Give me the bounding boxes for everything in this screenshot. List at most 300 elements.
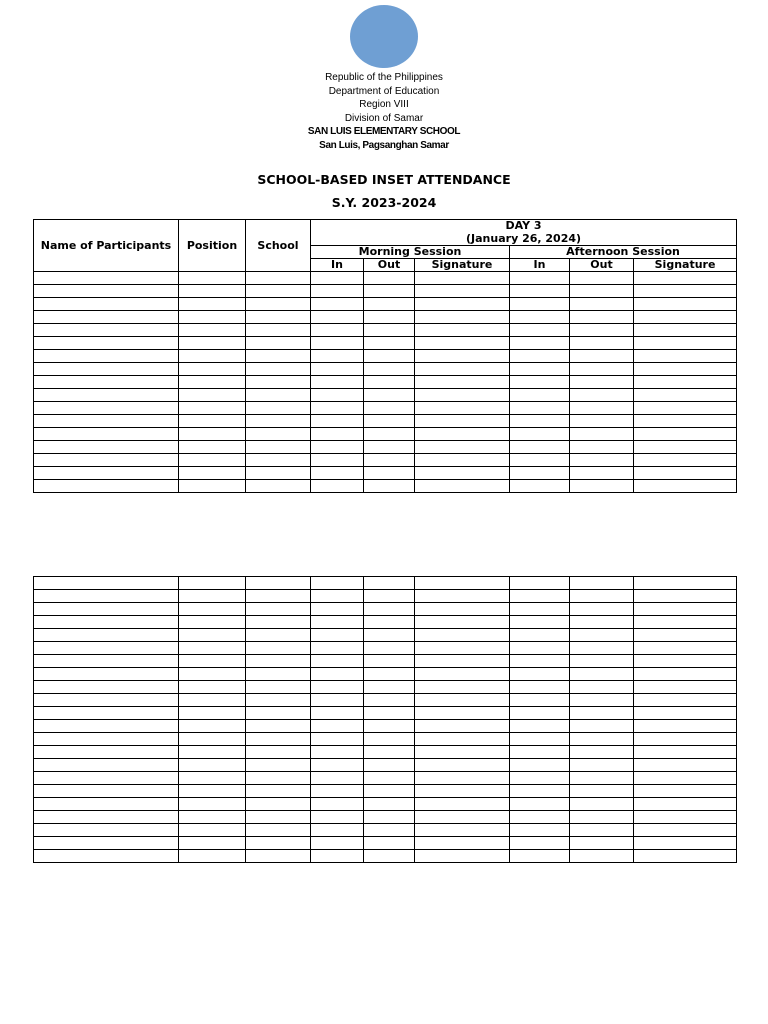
table-cell[interactable] [364, 759, 415, 772]
table-cell[interactable] [179, 629, 246, 642]
table-cell[interactable] [34, 298, 179, 311]
table-cell[interactable] [246, 363, 311, 376]
table-cell[interactable] [246, 694, 311, 707]
table-cell[interactable] [34, 389, 179, 402]
table-cell[interactable] [634, 785, 737, 798]
table-cell[interactable] [34, 603, 179, 616]
table-cell[interactable] [364, 720, 415, 733]
table-cell[interactable] [246, 798, 311, 811]
table-cell[interactable] [311, 350, 364, 363]
table-cell[interactable] [570, 772, 634, 785]
table-cell[interactable] [311, 285, 364, 298]
table-cell[interactable] [311, 311, 364, 324]
table-cell[interactable] [570, 428, 634, 441]
table-cell[interactable] [34, 655, 179, 668]
table-cell[interactable] [364, 363, 415, 376]
table-cell[interactable] [34, 350, 179, 363]
table-cell[interactable] [364, 668, 415, 681]
table-cell[interactable] [179, 272, 246, 285]
table-cell[interactable] [570, 298, 634, 311]
table-cell[interactable] [634, 590, 737, 603]
table-cell[interactable] [634, 311, 737, 324]
table-cell[interactable] [34, 668, 179, 681]
table-cell[interactable] [246, 337, 311, 350]
table-cell[interactable] [510, 350, 570, 363]
table-cell[interactable] [179, 837, 246, 850]
table-cell[interactable] [364, 454, 415, 467]
table-cell[interactable] [510, 850, 570, 863]
table-cell[interactable] [415, 681, 510, 694]
table-cell[interactable] [415, 590, 510, 603]
table-cell[interactable] [311, 298, 364, 311]
table-cell[interactable] [634, 441, 737, 454]
table-cell[interactable] [179, 415, 246, 428]
table-cell[interactable] [415, 616, 510, 629]
table-cell[interactable] [634, 324, 737, 337]
table-cell[interactable] [246, 376, 311, 389]
table-cell[interactable] [634, 811, 737, 824]
table-cell[interactable] [570, 337, 634, 350]
table-cell[interactable] [415, 655, 510, 668]
table-cell[interactable] [34, 733, 179, 746]
table-cell[interactable] [570, 441, 634, 454]
table-cell[interactable] [34, 798, 179, 811]
table-cell[interactable] [634, 707, 737, 720]
table-cell[interactable] [179, 441, 246, 454]
table-cell[interactable] [311, 577, 364, 590]
table-cell[interactable] [179, 616, 246, 629]
table-cell[interactable] [510, 363, 570, 376]
table-cell[interactable] [34, 285, 179, 298]
table-cell[interactable] [415, 311, 510, 324]
table-cell[interactable] [364, 655, 415, 668]
table-cell[interactable] [634, 363, 737, 376]
table-cell[interactable] [634, 337, 737, 350]
table-cell[interactable] [570, 311, 634, 324]
table-cell[interactable] [415, 668, 510, 681]
table-cell[interactable] [510, 480, 570, 493]
table-cell[interactable] [634, 668, 737, 681]
table-cell[interactable] [246, 837, 311, 850]
table-cell[interactable] [510, 629, 570, 642]
table-cell[interactable] [510, 772, 570, 785]
table-cell[interactable] [415, 285, 510, 298]
table-cell[interactable] [179, 603, 246, 616]
table-cell[interactable] [179, 376, 246, 389]
table-cell[interactable] [311, 629, 364, 642]
table-cell[interactable] [179, 746, 246, 759]
table-cell[interactable] [246, 350, 311, 363]
table-cell[interactable] [415, 720, 510, 733]
table-cell[interactable] [570, 324, 634, 337]
table-cell[interactable] [246, 629, 311, 642]
table-cell[interactable] [415, 324, 510, 337]
table-cell[interactable] [246, 285, 311, 298]
table-cell[interactable] [570, 694, 634, 707]
table-cell[interactable] [364, 772, 415, 785]
table-cell[interactable] [311, 642, 364, 655]
table-cell[interactable] [34, 441, 179, 454]
table-cell[interactable] [246, 454, 311, 467]
table-cell[interactable] [570, 577, 634, 590]
table-cell[interactable] [510, 285, 570, 298]
table-cell[interactable] [34, 824, 179, 837]
table-cell[interactable] [311, 772, 364, 785]
table-cell[interactable] [510, 441, 570, 454]
table-cell[interactable] [634, 733, 737, 746]
table-cell[interactable] [311, 480, 364, 493]
table-cell[interactable] [179, 720, 246, 733]
table-cell[interactable] [311, 467, 364, 480]
table-cell[interactable] [634, 298, 737, 311]
table-cell[interactable] [246, 642, 311, 655]
table-cell[interactable] [415, 824, 510, 837]
table-cell[interactable] [364, 837, 415, 850]
table-cell[interactable] [570, 785, 634, 798]
table-cell[interactable] [364, 402, 415, 415]
table-cell[interactable] [179, 480, 246, 493]
table-cell[interactable] [179, 402, 246, 415]
table-cell[interactable] [634, 746, 737, 759]
table-cell[interactable] [634, 772, 737, 785]
table-cell[interactable] [570, 824, 634, 837]
table-cell[interactable] [311, 603, 364, 616]
table-cell[interactable] [179, 668, 246, 681]
table-cell[interactable] [510, 415, 570, 428]
table-cell[interactable] [570, 811, 634, 824]
table-cell[interactable] [570, 681, 634, 694]
table-cell[interactable] [570, 850, 634, 863]
table-cell[interactable] [179, 577, 246, 590]
table-cell[interactable] [246, 389, 311, 402]
table-cell[interactable] [364, 642, 415, 655]
table-cell[interactable] [179, 285, 246, 298]
table-cell[interactable] [415, 837, 510, 850]
table-cell[interactable] [510, 311, 570, 324]
table-cell[interactable] [34, 707, 179, 720]
table-cell[interactable] [246, 824, 311, 837]
table-cell[interactable] [364, 285, 415, 298]
table-cell[interactable] [570, 480, 634, 493]
table-cell[interactable] [246, 577, 311, 590]
table-cell[interactable] [415, 772, 510, 785]
table-cell[interactable] [246, 324, 311, 337]
table-cell[interactable] [179, 798, 246, 811]
table-cell[interactable] [510, 272, 570, 285]
table-cell[interactable] [570, 746, 634, 759]
table-cell[interactable] [570, 720, 634, 733]
table-cell[interactable] [34, 402, 179, 415]
table-cell[interactable] [634, 376, 737, 389]
table-cell[interactable] [311, 746, 364, 759]
table-cell[interactable] [415, 707, 510, 720]
table-cell[interactable] [415, 272, 510, 285]
table-cell[interactable] [34, 415, 179, 428]
table-cell[interactable] [634, 577, 737, 590]
table-cell[interactable] [570, 616, 634, 629]
table-cell[interactable] [570, 603, 634, 616]
table-cell[interactable] [311, 720, 364, 733]
table-cell[interactable] [415, 298, 510, 311]
table-cell[interactable] [179, 454, 246, 467]
table-cell[interactable] [311, 681, 364, 694]
table-cell[interactable] [570, 733, 634, 746]
table-cell[interactable] [364, 616, 415, 629]
table-cell[interactable] [246, 681, 311, 694]
table-cell[interactable] [415, 441, 510, 454]
table-cell[interactable] [34, 629, 179, 642]
table-cell[interactable] [179, 389, 246, 402]
table-cell[interactable] [34, 759, 179, 772]
table-cell[interactable] [34, 785, 179, 798]
table-cell[interactable] [246, 746, 311, 759]
table-cell[interactable] [311, 850, 364, 863]
table-cell[interactable] [510, 428, 570, 441]
table-cell[interactable] [415, 577, 510, 590]
table-cell[interactable] [179, 759, 246, 772]
table-cell[interactable] [364, 694, 415, 707]
table-cell[interactable] [34, 376, 179, 389]
table-cell[interactable] [364, 733, 415, 746]
table-cell[interactable] [246, 785, 311, 798]
table-cell[interactable] [34, 616, 179, 629]
table-cell[interactable] [179, 850, 246, 863]
table-cell[interactable] [364, 590, 415, 603]
table-cell[interactable] [311, 694, 364, 707]
table-cell[interactable] [510, 603, 570, 616]
table-cell[interactable] [311, 402, 364, 415]
table-cell[interactable] [364, 311, 415, 324]
table-cell[interactable] [415, 642, 510, 655]
table-cell[interactable] [311, 590, 364, 603]
table-cell[interactable] [510, 759, 570, 772]
table-cell[interactable] [364, 746, 415, 759]
table-cell[interactable] [510, 824, 570, 837]
table-cell[interactable] [311, 837, 364, 850]
table-cell[interactable] [34, 311, 179, 324]
table-cell[interactable] [311, 707, 364, 720]
table-cell[interactable] [415, 480, 510, 493]
table-cell[interactable] [179, 824, 246, 837]
table-cell[interactable] [364, 850, 415, 863]
table-cell[interactable] [364, 272, 415, 285]
table-cell[interactable] [179, 298, 246, 311]
table-cell[interactable] [246, 298, 311, 311]
table-cell[interactable] [311, 376, 364, 389]
table-cell[interactable] [34, 694, 179, 707]
table-cell[interactable] [246, 311, 311, 324]
table-cell[interactable] [510, 337, 570, 350]
table-cell[interactable] [570, 415, 634, 428]
table-cell[interactable] [34, 480, 179, 493]
table-cell[interactable] [246, 402, 311, 415]
table-cell[interactable] [179, 428, 246, 441]
table-cell[interactable] [510, 798, 570, 811]
table-cell[interactable] [510, 454, 570, 467]
table-cell[interactable] [634, 272, 737, 285]
table-cell[interactable] [634, 467, 737, 480]
table-cell[interactable] [364, 415, 415, 428]
table-cell[interactable] [311, 824, 364, 837]
table-cell[interactable] [311, 733, 364, 746]
table-cell[interactable] [34, 811, 179, 824]
table-cell[interactable] [246, 441, 311, 454]
table-cell[interactable] [570, 363, 634, 376]
table-cell[interactable] [634, 285, 737, 298]
table-cell[interactable] [634, 759, 737, 772]
table-cell[interactable] [364, 376, 415, 389]
table-cell[interactable] [634, 824, 737, 837]
table-cell[interactable] [415, 389, 510, 402]
table-cell[interactable] [311, 798, 364, 811]
table-cell[interactable] [311, 415, 364, 428]
table-cell[interactable] [364, 811, 415, 824]
table-cell[interactable] [34, 837, 179, 850]
table-cell[interactable] [34, 850, 179, 863]
table-cell[interactable] [311, 785, 364, 798]
table-cell[interactable] [415, 350, 510, 363]
table-cell[interactable] [634, 655, 737, 668]
table-cell[interactable] [364, 441, 415, 454]
table-cell[interactable] [246, 707, 311, 720]
table-cell[interactable] [415, 415, 510, 428]
table-cell[interactable] [634, 428, 737, 441]
table-cell[interactable] [364, 707, 415, 720]
table-cell[interactable] [510, 298, 570, 311]
table-cell[interactable] [246, 772, 311, 785]
table-cell[interactable] [246, 655, 311, 668]
table-cell[interactable] [415, 759, 510, 772]
table-cell[interactable] [634, 616, 737, 629]
table-cell[interactable] [634, 402, 737, 415]
table-cell[interactable] [179, 707, 246, 720]
table-cell[interactable] [179, 363, 246, 376]
table-cell[interactable] [510, 720, 570, 733]
table-cell[interactable] [570, 642, 634, 655]
table-cell[interactable] [246, 759, 311, 772]
table-cell[interactable] [570, 376, 634, 389]
table-cell[interactable] [364, 577, 415, 590]
table-cell[interactable] [570, 837, 634, 850]
table-cell[interactable] [364, 467, 415, 480]
table-cell[interactable] [179, 733, 246, 746]
table-cell[interactable] [364, 603, 415, 616]
table-cell[interactable] [510, 577, 570, 590]
table-cell[interactable] [34, 720, 179, 733]
table-cell[interactable] [415, 733, 510, 746]
table-cell[interactable] [415, 454, 510, 467]
table-cell[interactable] [634, 850, 737, 863]
table-cell[interactable] [510, 837, 570, 850]
table-cell[interactable] [34, 324, 179, 337]
table-cell[interactable] [415, 428, 510, 441]
table-cell[interactable] [246, 272, 311, 285]
table-cell[interactable] [34, 746, 179, 759]
table-cell[interactable] [634, 720, 737, 733]
table-cell[interactable] [570, 350, 634, 363]
table-cell[interactable] [415, 746, 510, 759]
table-cell[interactable] [179, 324, 246, 337]
table-cell[interactable] [246, 668, 311, 681]
table-cell[interactable] [570, 707, 634, 720]
table-cell[interactable] [311, 655, 364, 668]
table-cell[interactable] [510, 402, 570, 415]
table-cell[interactable] [634, 629, 737, 642]
table-cell[interactable] [415, 811, 510, 824]
table-cell[interactable] [415, 850, 510, 863]
table-cell[interactable] [510, 655, 570, 668]
table-cell[interactable] [634, 837, 737, 850]
table-cell[interactable] [311, 668, 364, 681]
table-cell[interactable] [570, 285, 634, 298]
table-cell[interactable] [311, 324, 364, 337]
table-cell[interactable] [246, 733, 311, 746]
table-cell[interactable] [510, 324, 570, 337]
table-cell[interactable] [311, 428, 364, 441]
table-cell[interactable] [415, 798, 510, 811]
table-cell[interactable] [246, 603, 311, 616]
table-cell[interactable] [246, 811, 311, 824]
table-cell[interactable] [364, 798, 415, 811]
table-cell[interactable] [34, 577, 179, 590]
table-cell[interactable] [415, 629, 510, 642]
table-cell[interactable] [246, 428, 311, 441]
table-cell[interactable] [179, 467, 246, 480]
table-cell[interactable] [34, 428, 179, 441]
table-cell[interactable] [570, 590, 634, 603]
table-cell[interactable] [570, 467, 634, 480]
table-cell[interactable] [179, 655, 246, 668]
table-cell[interactable] [634, 694, 737, 707]
table-cell[interactable] [34, 590, 179, 603]
table-cell[interactable] [179, 785, 246, 798]
table-cell[interactable] [179, 590, 246, 603]
table-cell[interactable] [510, 733, 570, 746]
table-cell[interactable] [510, 681, 570, 694]
table-cell[interactable] [570, 454, 634, 467]
table-cell[interactable] [311, 454, 364, 467]
table-cell[interactable] [34, 454, 179, 467]
table-cell[interactable] [364, 337, 415, 350]
table-cell[interactable] [364, 298, 415, 311]
table-cell[interactable] [415, 376, 510, 389]
table-cell[interactable] [179, 772, 246, 785]
table-cell[interactable] [570, 629, 634, 642]
table-cell[interactable] [510, 746, 570, 759]
table-cell[interactable] [634, 454, 737, 467]
table-cell[interactable] [179, 681, 246, 694]
table-cell[interactable] [364, 350, 415, 363]
table-cell[interactable] [179, 811, 246, 824]
table-cell[interactable] [364, 324, 415, 337]
table-cell[interactable] [179, 350, 246, 363]
table-cell[interactable] [34, 363, 179, 376]
table-cell[interactable] [246, 616, 311, 629]
table-cell[interactable] [364, 629, 415, 642]
table-cell[interactable] [364, 428, 415, 441]
table-cell[interactable] [246, 480, 311, 493]
table-cell[interactable] [415, 694, 510, 707]
table-cell[interactable] [246, 850, 311, 863]
table-cell[interactable] [34, 272, 179, 285]
table-cell[interactable] [634, 389, 737, 402]
table-cell[interactable] [311, 759, 364, 772]
table-cell[interactable] [34, 467, 179, 480]
table-cell[interactable] [634, 603, 737, 616]
table-cell[interactable] [510, 668, 570, 681]
table-cell[interactable] [246, 467, 311, 480]
table-cell[interactable] [311, 337, 364, 350]
